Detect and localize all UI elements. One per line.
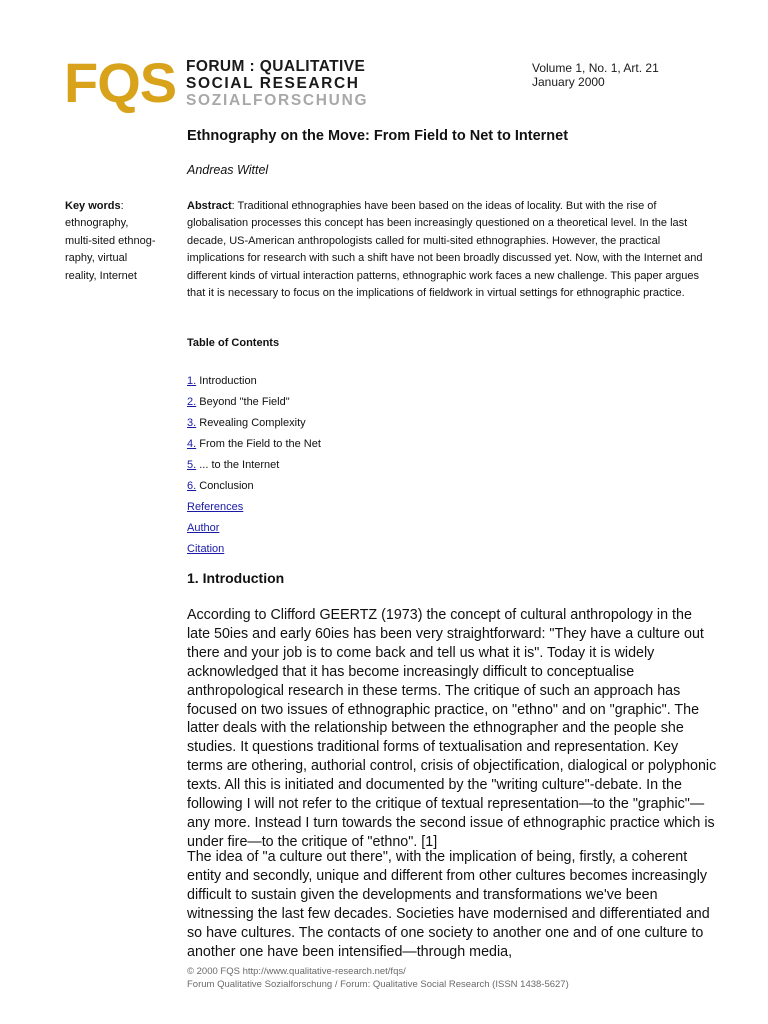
- toc-item: [187, 371, 321, 392]
- toc-item: [187, 455, 321, 476]
- issue-volume: Volume 1, No. 1, Art. 21: [532, 61, 659, 75]
- toc-item: [187, 392, 321, 413]
- toc-item: [187, 518, 321, 539]
- toc-link-author[interactable]: Author: [187, 522, 220, 534]
- paragraph-2: The idea of "a culture out there", with the implication of being, firstly, a coherent entity and secondly, unique and different from other cultures becomes increasingly difficult to sustain given the developments and transformations we've been witnessing the last few decades. Societies have modernised and differentiated and so have cultures. The contacts of one society to another one and of one culture to another one have been intensified—through media,: [187, 849, 710, 960]
- issue-info: [532, 61, 659, 89]
- journal-name-line2: SOCIAL RESEARCH: [186, 75, 360, 92]
- footer-journal: Forum Qualitative Sozialforschung / Forum: Qualitative Social Research (ISSN 1438-5627): [187, 978, 569, 990]
- keywords-colon: :: [120, 200, 124, 212]
- toc-item: [187, 497, 321, 518]
- toc-item-label: From the Field to the Net: [196, 438, 321, 450]
- toc-item: [187, 434, 321, 455]
- abstract: [187, 198, 707, 302]
- keyword-line: ethnography,: [65, 217, 129, 230]
- keywords-label: Key words: [65, 200, 121, 212]
- toc-link-6[interactable]: 6.: [187, 480, 197, 492]
- toc-item-label: Beyond "the Field": [196, 396, 290, 408]
- toc-link-3[interactable]: 3.: [187, 417, 197, 429]
- toc-link-citation[interactable]: Citation: [187, 543, 225, 555]
- article-author: Andreas Wittel: [187, 163, 269, 177]
- footer-copyright: © 2000 FQS http://www.qualitative-research.net/fqs/: [187, 966, 406, 977]
- abstract-text: : Traditional ethnographies have been based on the ideas of locality. But with the rise of globalisation processes this concept has been increasingly questioned on a theoretical level. In the last decade, US-American anthropologists called for multi-sited ethnographies. However, the practical implications for research with such a shift have not been broadly discussed yet. Now, with the Internet and different kinds of virtual interaction patterns, ethnographic work faces a new challenge. This paper argues that it is necessary to focus on the implications of fieldwork in virtual settings for ethnographic practice.: [187, 200, 703, 300]
- journal-name-line1: FORUM : QUALITATIVE: [186, 58, 366, 75]
- toc-item-label: Conclusion: [196, 480, 254, 492]
- toc-item-label: ... to the Internet: [196, 459, 280, 471]
- keyword-line: raphy, virtual: [65, 252, 128, 265]
- journal-name-line3: SOZIALFORSCHUNG: [186, 92, 369, 109]
- toc-link-1[interactable]: 1.: [187, 375, 197, 387]
- toc-item-label: Revealing Complexity: [196, 417, 306, 429]
- toc-link-5[interactable]: 5.: [187, 459, 197, 471]
- article-title: Ethnography on the Move: From Field to Net to Internet: [187, 128, 569, 144]
- toc-link-references[interactable]: References: [187, 501, 244, 513]
- keyword-line: multi-sited ethnog-: [65, 234, 156, 247]
- toc-link-4[interactable]: 4.: [187, 438, 197, 450]
- keywords-block: [65, 198, 177, 285]
- abstract-label: Abstract: [187, 200, 232, 212]
- toc-title: Table of Contents: [187, 337, 280, 349]
- section-heading: 1. Introduction: [187, 570, 285, 586]
- toc-link-2[interactable]: 2.: [187, 396, 197, 408]
- keyword-line: reality, Internet: [65, 269, 137, 282]
- issue-date: January 2000: [532, 75, 605, 89]
- paragraph-1: According to Clifford GEERTZ (1973) the concept of cultural anthropology in the late 50ies and early 60ies has been very straightforward: "They have a culture out there and your job is to come back and tell us what it is". Today it is widely acknowledged that it has become increasingly difficult to conceptualise anthropological research in these terms. The critique of such an approach has focused on two issues of ethnographic practice, on "ethno" and on "graphic". The latter deals with the relationship between the ethnographer and the people she studies. It questions traditional forms of textualisation and representation. Key terms are othering, authorial control, crisis of objectification, dialogical or polyphonic texts. All this is initiated and documented by the "writing culture"-debate. In the following I will not refer to the critique of textual representation—to the "graphic"—any more. Instead I turn towards the second issue of ethnographic practice which is under fire—to the critique of "ethno". [1]: [187, 607, 717, 850]
- table-of-contents: [187, 371, 321, 560]
- toc-item: [187, 413, 321, 434]
- fqs-logo: FQS: [64, 51, 177, 114]
- page-footer: [187, 966, 569, 991]
- toc-item-label: Introduction: [196, 375, 257, 387]
- journal-name: [186, 58, 368, 109]
- toc-item: [187, 476, 321, 497]
- toc-item: [187, 539, 321, 560]
